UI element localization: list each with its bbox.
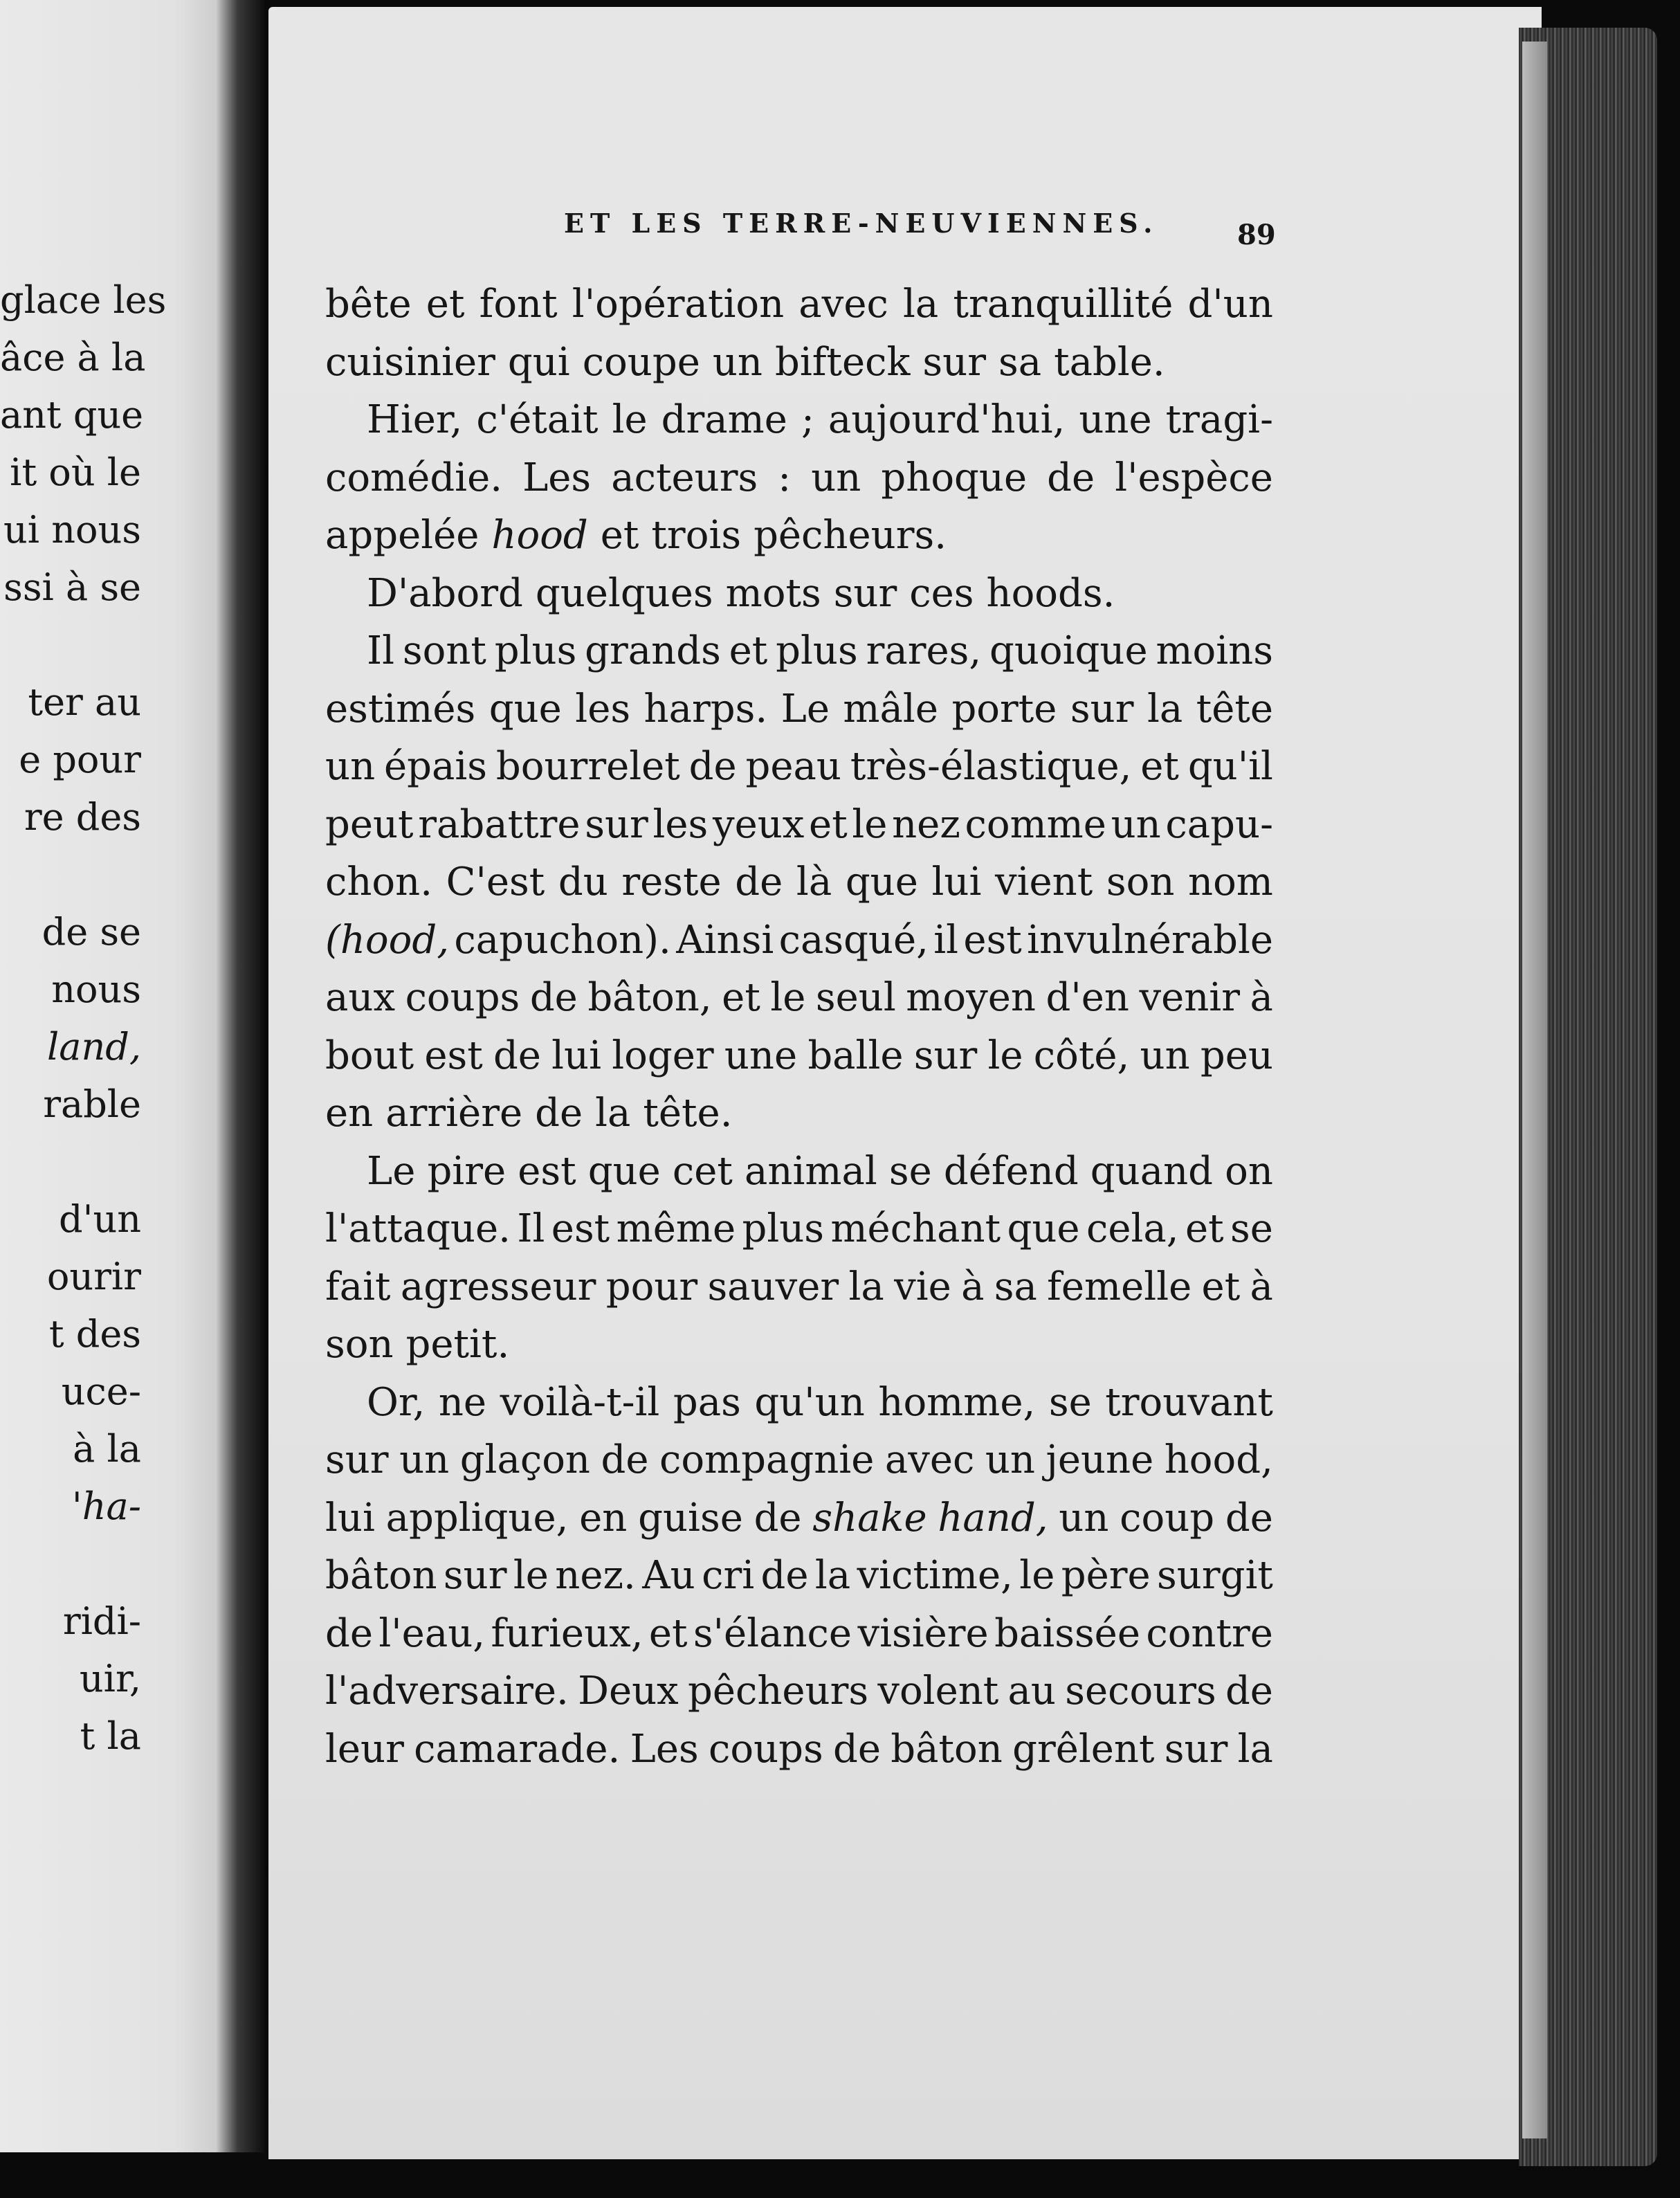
word: la [1237,1726,1273,1772]
word: : [778,455,792,500]
word: l'eau, [378,1610,486,1656]
text-line [325,1084,1273,1143]
word: cri [702,1553,755,1598]
word: leur [325,1726,404,1772]
word: victime, [857,1553,1013,1598]
word: animal [745,1148,877,1194]
word: hoods. [986,570,1115,616]
word: de [760,1553,809,1598]
left-page-line: t la [80,1714,141,1758]
word: Hier, [367,397,463,442]
word: tranquillité [953,282,1174,327]
word: de [688,744,737,789]
word: pour [605,1264,698,1309]
word: D'abord [367,570,523,616]
text-line [325,969,1273,1027]
word: sauver [707,1264,839,1309]
text-line [325,853,1273,911]
word: C'est [446,860,545,905]
word: Deux [578,1669,679,1714]
text-line [325,1258,1273,1316]
word: sur [443,1553,507,1598]
word: là [796,860,832,905]
word: un [1140,1033,1190,1078]
word: défend [943,1148,1079,1194]
word: ces [909,570,974,616]
text-line [325,1662,1273,1720]
word: est [963,917,1022,963]
word: baissée [994,1610,1140,1656]
left-page-line [0,1535,208,1592]
word: femelle [1047,1264,1192,1309]
left-page [0,0,249,2152]
word: vient [994,860,1093,905]
word: aux [325,975,396,1020]
word: sa [994,1264,1037,1309]
word: secours [1065,1669,1216,1714]
word: nez. [555,1553,636,1598]
left-page-line: e pour [19,738,141,781]
word: hood [491,513,588,558]
word: épais [384,744,488,789]
word: table. [1054,339,1165,385]
word: pire [427,1148,506,1194]
word: une [1079,397,1152,442]
word: et [426,282,465,327]
word: sur [1164,1726,1228,1772]
left-page-line: re des [24,795,141,839]
word: les [575,686,631,732]
word: voilà-t-il [500,1379,660,1425]
text-line [325,565,1273,623]
left-page-line [0,1133,208,1190]
left-page-line: d'un [59,1197,141,1241]
word: de [735,860,783,905]
word: comédie. [325,455,503,500]
word: visière [857,1610,989,1656]
word: coups [709,1726,823,1772]
text-line [325,1489,1273,1547]
word: fait [325,1264,391,1309]
word: au [1007,1669,1056,1714]
word: il [933,917,959,963]
word: shake [812,1495,927,1541]
left-page-text [0,271,208,1765]
word: furieux, [491,1610,643,1656]
word: Or, [367,1379,426,1425]
word: sa [998,339,1042,385]
word: et [1201,1264,1241,1309]
word: à [1250,975,1273,1020]
word: bout [325,1033,414,1078]
word: quand [1090,1148,1213,1194]
word: pêcheurs. [754,513,947,558]
word: sur [585,801,648,847]
word: mots [725,570,821,616]
word: grands [585,628,721,673]
word: nez [892,801,960,847]
word: Les [630,1726,699,1772]
left-page-line: land, [47,1025,141,1069]
text-line [325,334,1273,392]
word: surgit [1157,1553,1273,1598]
word: casqué, [778,917,929,963]
word: très-élastique, [850,744,1132,789]
word: glaçon [459,1437,590,1482]
left-page-line: 'ha- [71,1484,141,1528]
word: et [809,801,848,847]
page-edge-highlight [1522,42,1547,2138]
word: sur [1070,686,1134,732]
word: moins [1156,628,1273,673]
word: applique, [385,1495,569,1541]
word: plus [776,628,858,673]
word: c'était [476,397,599,442]
word: la [595,1091,631,1136]
word: compagnie [659,1437,875,1482]
word: comme [965,801,1106,847]
word: la [814,1553,851,1598]
left-page-line: t des [48,1312,141,1356]
word: en [325,1091,374,1136]
word: un [1059,1495,1109,1541]
word: avec [798,282,888,327]
word: (hood, [325,917,449,963]
word: peut [325,801,414,847]
word: Au [642,1553,695,1598]
word: Le [780,686,830,732]
word: de [601,1437,649,1482]
word: bête [325,282,412,327]
word: de [1225,1669,1273,1714]
word: avec [884,1437,975,1482]
left-page-line: de se [42,910,141,954]
word: qu'un [754,1379,865,1425]
word: son [1106,860,1175,905]
word: Ainsi [676,917,774,963]
text-line [325,1027,1273,1085]
running-head: ET LES TERRE-NEUVIENNES. [564,208,1159,239]
left-page-line: nous [51,968,141,1011]
word: sont [402,628,486,673]
word: les [652,801,709,847]
word: homme, [878,1379,1036,1425]
word: que [587,1148,661,1194]
word: rabattre [418,801,581,847]
word: de [493,1033,541,1078]
word: peu [1200,1033,1273,1078]
left-page-line: ter au [28,680,141,724]
text-line [325,1200,1273,1258]
word: l'attaque. [325,1206,511,1251]
word: coup [1120,1495,1215,1541]
text-line [325,911,1273,970]
left-page-line: à la [73,1427,141,1471]
left-page-line: ourir [46,1255,141,1298]
word: l'opération [572,282,785,327]
word: s'élance [693,1610,852,1656]
left-page-line: glace les [0,278,167,322]
word: sur [913,1033,978,1078]
word: jeune [1046,1437,1154,1482]
word: bâton [325,1553,437,1598]
left-page-line: rable [43,1082,141,1126]
word: ne [438,1379,487,1425]
left-page-line: ant que [0,393,144,437]
word: et [600,513,639,558]
word: chon. [325,860,433,905]
word: lui [551,1033,602,1078]
word: est [551,1206,610,1251]
word: même [616,1206,736,1251]
word: de [1225,1495,1273,1541]
word: grêlent [1012,1726,1155,1772]
text-line [325,1316,1273,1374]
word: un [399,1437,450,1482]
word: cet [672,1148,733,1194]
word: coups [405,975,520,1020]
word: reste [621,860,722,905]
word: la [848,1264,884,1309]
word: Les [522,455,592,500]
word: plus [494,628,577,673]
word: tragi- [1165,397,1273,442]
word: vie [894,1264,951,1309]
word: guise [638,1495,743,1541]
text-line [325,738,1273,796]
word: hood, [1164,1437,1273,1482]
left-page-line [0,846,208,903]
word: ; [801,397,814,442]
word: la [902,282,939,327]
word: aujourd'hui, [828,397,1066,442]
word: méchant [830,1206,1001,1251]
text-line [325,1431,1273,1489]
word: invulnérable [1027,917,1273,963]
word: qui [507,339,570,385]
word: font [479,282,558,327]
word: volent [877,1669,999,1714]
word: Il [517,1206,545,1251]
word: est [518,1148,576,1194]
word: le [987,1033,1023,1078]
word: et [1140,744,1179,789]
text-line [325,507,1273,565]
word: capuchon). [454,917,671,963]
word: cela, [1086,1206,1179,1251]
word: qu'il [1187,744,1273,789]
word: côté, [1033,1033,1130,1078]
word: cuisinier [325,339,495,385]
page-number: 89 [1237,219,1276,251]
word: tête [1196,686,1273,732]
word: le [770,975,806,1020]
word: un [712,339,763,385]
left-page-line: it où le [10,451,141,494]
word: trouvant [1105,1379,1273,1425]
word: un [325,744,376,789]
word: seul [815,975,896,1020]
word: balle [807,1033,904,1078]
word: trois [651,513,742,558]
word: l'adversaire. [325,1669,569,1714]
word: yeux [712,801,805,847]
word: pêcheurs [687,1669,869,1714]
word: hand, [938,1495,1048,1541]
word: sur [922,339,986,385]
word: que [845,860,918,905]
word: mâle [843,686,938,732]
word: un [811,455,861,500]
word: la [1147,686,1183,732]
word: arrière [385,1091,523,1136]
word: sur [325,1437,389,1482]
text-line [325,391,1273,449]
word: camarade. [414,1726,621,1772]
word: de [833,1726,882,1772]
word: un [985,1437,1035,1482]
text-line [325,1374,1273,1432]
word: le [612,397,648,442]
text-line [325,1605,1273,1663]
word: lui [325,1495,375,1541]
word: contre [1146,1610,1273,1656]
word: venir [1139,975,1240,1020]
text-line [325,1547,1273,1605]
word: lui [931,860,982,905]
word: de [535,1091,583,1136]
word: estimés [325,686,476,732]
text-line [325,680,1273,738]
word: le [513,1553,549,1598]
left-page-line: uir, [79,1657,141,1700]
word: une [724,1033,798,1078]
word: le [1019,1553,1055,1598]
word: quelques [535,570,713,616]
word: que [1007,1206,1080,1251]
text-line [325,796,1273,854]
word: tête. [643,1091,733,1136]
word: Il [367,628,395,673]
word: moyen [906,975,1036,1020]
left-page-line: uce- [61,1370,141,1413]
word: bourrelet [495,744,680,789]
word: bifteck [774,339,911,385]
word: à [961,1264,985,1309]
left-page-line: âce à la [0,336,146,379]
word: sur [833,570,897,616]
text-line [325,622,1273,680]
word: nom [1188,860,1273,905]
word: rares, [866,628,982,673]
word: de [754,1495,802,1541]
word: bâton, [587,975,712,1020]
left-page-line: ridi- [62,1599,141,1643]
left-page-line: ssi à se [3,565,141,609]
word: loger [612,1033,714,1078]
book-gutter [216,0,264,2152]
word: acteurs [611,455,758,500]
word: et [729,628,768,673]
word: pas [673,1379,741,1425]
word: père [1061,1553,1151,1598]
word: appelée [325,513,480,558]
word: son [325,1322,394,1367]
text-line [325,449,1273,507]
word: l'espèce [1115,455,1273,500]
word: de [529,975,578,1020]
word: drame [661,397,787,442]
word: est [424,1033,483,1078]
word: de [325,1610,373,1656]
left-page-line [0,616,208,673]
text-line [325,1143,1273,1201]
word: coupe [582,339,700,385]
word: d'un [1187,282,1273,327]
word: se [888,1148,932,1194]
word: d'en [1046,975,1129,1020]
word: harps. [643,686,768,732]
word: le [852,801,888,847]
word: de [1047,455,1095,500]
word: se [1048,1379,1092,1425]
word: et [648,1610,688,1656]
word: capu- [1165,801,1273,847]
word: agresseur [400,1264,596,1309]
word: peau [745,744,841,789]
word: porte [951,686,1057,732]
text-line [325,1720,1273,1779]
word: et [722,975,760,1020]
left-page-line: ui nous [3,508,141,552]
word: Le [367,1148,416,1194]
word: du [558,860,608,905]
word: en [579,1495,628,1541]
page-body-text [325,275,1273,1778]
word: quoique [989,628,1148,673]
word: et [1185,1206,1224,1251]
text-line [325,275,1273,334]
word: se [1230,1206,1273,1251]
word: bâton [891,1726,1003,1772]
word: phoque [881,455,1028,500]
word: on [1225,1148,1273,1194]
word: à [1250,1264,1273,1309]
word: que [489,686,562,732]
word: un [1111,801,1161,847]
word: plus [742,1206,825,1251]
word: petit. [405,1322,510,1367]
